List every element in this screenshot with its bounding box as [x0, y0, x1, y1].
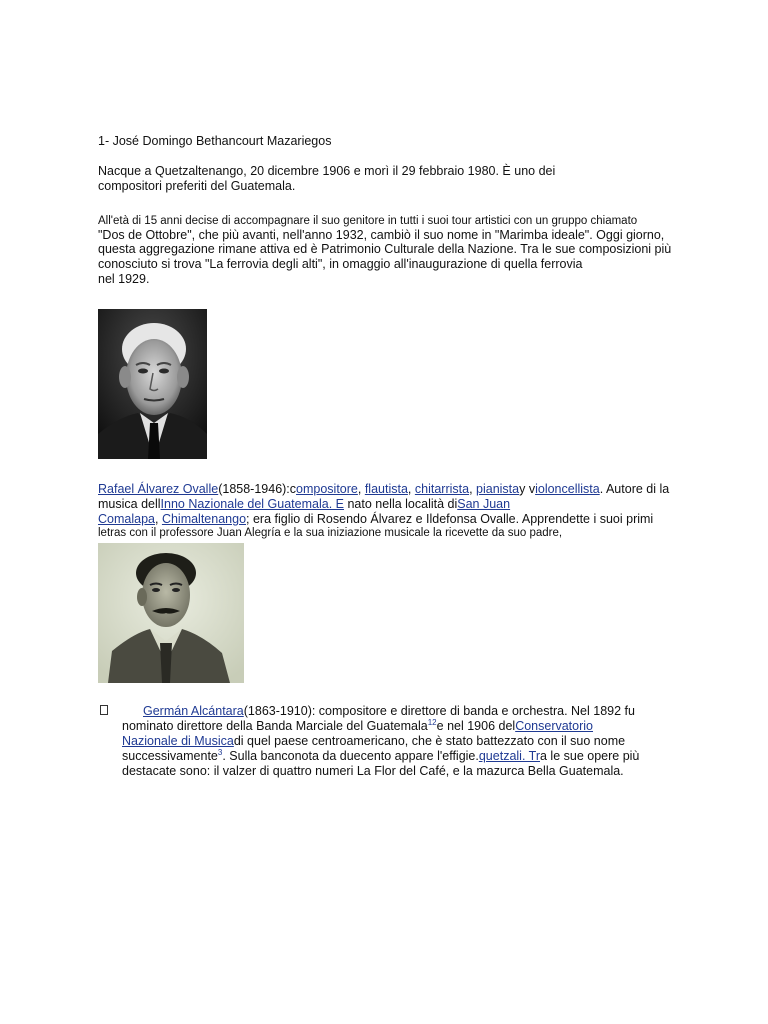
link-conservatorio[interactable]: Conservatorio: [515, 719, 594, 733]
german-line-5: destacate sono: il valzer di quattro numeri La Flor del Café, e la mazurca Bella Guatemala.: [122, 764, 624, 778]
german-text: . Sulla banconota da duecento appare l'effigie.: [222, 749, 479, 763]
link-chitarrista[interactable]: chitarrista: [414, 482, 470, 496]
rafael-text: ; era figlio di Rosendo Álvarez e Ildefonsa Ovalle. Apprendette i suoi primi: [246, 512, 654, 526]
rafael-text: . Autore di la: [599, 482, 670, 496]
separator: ,: [407, 482, 415, 496]
link-pianista[interactable]: pianista: [476, 482, 520, 496]
separator: ,: [469, 482, 477, 496]
german-text: e nel 1906 del: [436, 719, 516, 733]
german-text: nominato direttore della Banda Marciale del Guatemala: [122, 719, 428, 733]
german-text: successivamente: [122, 749, 218, 763]
bullet-marker: [100, 705, 108, 715]
link-inno-nazionale[interactable]: Inno Nazionale del Guatemala. E: [160, 497, 344, 511]
german-text: (1863-1910): compositore e direttore di banda e orchestra. Nel 1892 fu: [243, 704, 635, 718]
footnote-ref[interactable]: 3: [217, 747, 223, 757]
link-compositore[interactable]: ompositore: [296, 482, 358, 496]
rafael-line-3: [98, 512, 653, 527]
german-line-1: [143, 704, 635, 719]
german-text: di quel paese centroamericano, che è stato battezzato con il suo nome: [233, 734, 626, 748]
german-line-3: [122, 734, 625, 749]
german-line-2: [122, 719, 593, 734]
bio-line-3: questa aggregazione rimane attiva ed è Patrimonio Culturale della Nazione. Tra le sue composizioni più: [98, 242, 672, 256]
german-line-4: [122, 749, 639, 764]
section-heading: 1- José Domingo Bethancourt Mazariegos: [98, 134, 332, 148]
rafael-years: (1858-1946):c: [218, 482, 297, 496]
link-nazionale-di-musica[interactable]: Nazionale di Musica: [122, 734, 234, 748]
intro-line-1: Nacque a Quetzaltenango, 20 dicembre 1906 e morì il 29 febbraio 1980. È uno dei: [98, 164, 556, 178]
separator: ,: [154, 512, 162, 526]
link-chimaltenango[interactable]: Chimaltenango: [161, 512, 247, 526]
german-text: a le sue opere più: [540, 749, 640, 763]
bio-line-5: nel 1929.: [98, 272, 150, 286]
link-german-alcantara[interactable]: Germán Alcántara: [143, 704, 244, 718]
separator: y v: [519, 482, 536, 496]
intro-line-2: compositori preferiti del Guatemala.: [98, 179, 296, 193]
link-quetzali[interactable]: quetzali. Tr: [478, 749, 540, 763]
rafael-text: musica dell: [98, 497, 161, 511]
link-flautista[interactable]: flautista: [364, 482, 408, 496]
link-violoncellista[interactable]: ioloncellista: [535, 482, 600, 496]
bio-line-4: conosciuto si trova "La ferrovia degli alti", in omaggio all'inaugurazione di quella ferrovia: [98, 257, 583, 271]
rafael-line-2: [98, 497, 510, 512]
bio-line-1: All'età di 15 anni decise di accompagnare il suo genitore in tutti i suoi tour artistici con un gruppo chiamato: [98, 215, 638, 227]
link-rafael-alvarez-ovalle[interactable]: Rafael Álvarez Ovalle: [98, 482, 219, 496]
portrait-bethancourt: [98, 309, 207, 459]
footnote-ref[interactable]: 12: [427, 717, 437, 727]
separator: ,: [357, 482, 365, 496]
rafael-line-4: letras con il professore Juan Alegría e la sua iniziazione musicale la ricevette da suo padre,: [98, 527, 563, 539]
portrait-rafael-alvarez-ovalle: [98, 543, 244, 683]
link-comalapa[interactable]: Comalapa: [98, 512, 155, 526]
rafael-text: nato nella località di: [343, 497, 458, 511]
link-san-juan[interactable]: San Juan: [457, 497, 511, 511]
bio-line-2: "Dos de Ottobre", che più avanti, nell'anno 1932, cambiò il suo nome in "Marimba ideale". Oggi giorno,: [98, 228, 665, 242]
rafael-line-1: [98, 482, 669, 497]
